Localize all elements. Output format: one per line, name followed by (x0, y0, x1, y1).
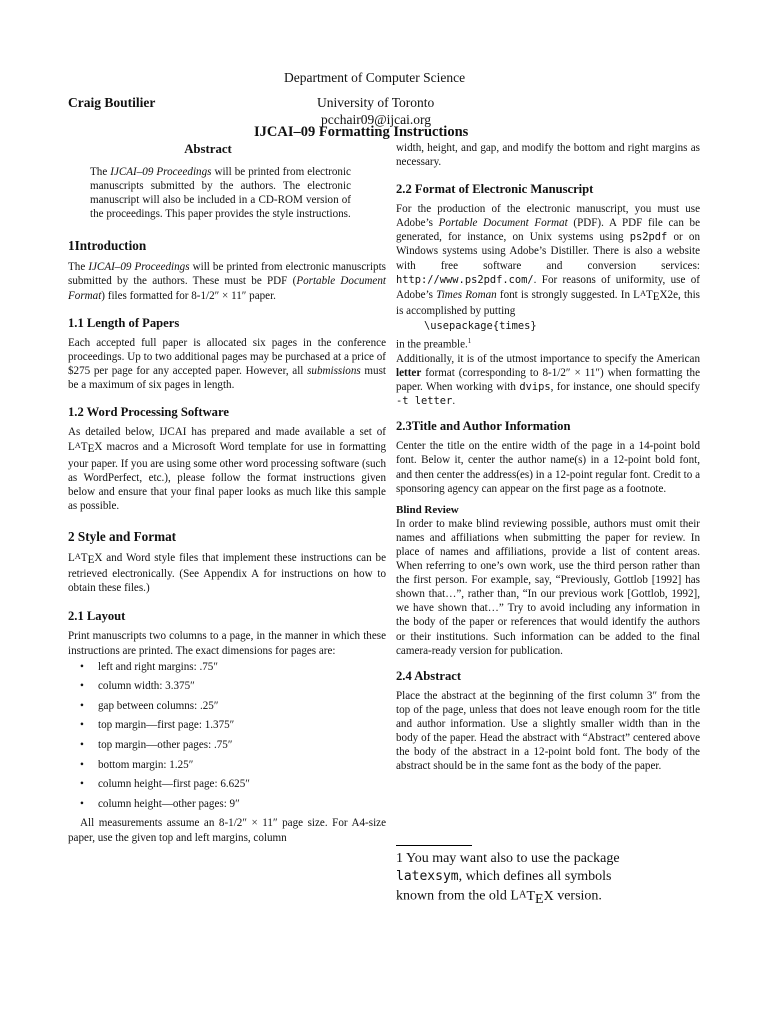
abstract-proceedings: IJCAI–09 Proceedings (110, 166, 212, 178)
latex-t: T (80, 441, 88, 454)
dvips-code: dvips (519, 381, 551, 394)
university-name: University of Toronto (317, 95, 435, 110)
list-item: • column width: 3.375″ (68, 677, 386, 697)
latexsym-code: latexsym (396, 869, 459, 884)
style-format-heading: 2 Style and Format (68, 528, 177, 544)
list-item: • column height—other pages: 9″ (68, 795, 386, 815)
intro-proceedings: IJCAI–09 Proceedings (88, 261, 190, 274)
list-item: • left and right margins: .75″ (68, 658, 386, 678)
intro-text-b: will be printed from electronic manuscripts submitted by the authors. These must be PDF ( (68, 261, 386, 288)
lf-text-a: Additionally, it is of the utmost importance to specify the American (396, 353, 700, 366)
ps2pdf-code: ps2pdf (629, 231, 668, 244)
electronic-manuscript-paragraph (396, 202, 700, 318)
em-text-f: 2e, this is accomplished by putting (396, 288, 701, 318)
layout-heading: 2.1 Layout (68, 609, 126, 624)
lf-letter: letter (396, 367, 422, 380)
latex-logo (68, 441, 103, 456)
latex-t: T (526, 888, 536, 904)
em-text-b: (PDF). A PDF file can be generated, for instance, on Unix systems using (396, 217, 701, 244)
latex-logo-4 (518, 888, 554, 907)
title-author-heading: 2.3Title and Author Information (396, 419, 571, 434)
usepackage-code: \usepackage{times} (424, 320, 537, 333)
latex-x: X (659, 288, 668, 301)
latex-t: T (80, 551, 88, 564)
em-text-a: For the production of the electronic manuscript, you must use Adobe’s (396, 203, 700, 230)
latex-l: L (68, 551, 75, 564)
list-item: • column height—first page: 6.625″ (68, 775, 386, 795)
latex-a: A (639, 288, 646, 298)
latex-a: A (74, 441, 81, 451)
word-processing-heading: 1.2 Word Processing Software (68, 405, 229, 420)
abstract-text (90, 165, 351, 221)
latex-t: T (645, 288, 653, 301)
latex-e: E (652, 291, 660, 304)
footnote-mark: 1 (467, 337, 472, 346)
latex-x: X (543, 888, 554, 904)
letter-format-paragraph (396, 352, 700, 408)
length-text-a: Each accepted full paper is allocated six pages in the conference proceedings. Up to two additional pages may be purchased at a price of $275 per page for any accepted paper. However, all (68, 336, 386, 377)
latex-x: X (94, 441, 103, 454)
dimension-list (68, 658, 386, 815)
list-item: • top margin—other pages: .75″ (68, 736, 386, 756)
abstract-text-a: The (90, 166, 111, 178)
right-column (396, 141, 700, 773)
author-email: pcchair09@ijcai.org (321, 112, 432, 127)
measurements-continued: width, height, and gap, and modify the bottom and right margins as necessary. (396, 142, 700, 169)
word-processing-paragraph (68, 425, 386, 513)
title-author-paragraph: Center the title on the entire width of the page in a 14-point bold font. Below it, center the author name(s) in a 12-point bold font, and then center the address(es) in a 12-point regular font. Credit to a sponsoring agency can appear on the first page as a footnote. (396, 440, 700, 495)
length-text-b: must be a maximum of six pages in length. (68, 364, 386, 391)
electronic-manuscript-heading: 2.2 Format of Electronic Manuscript (396, 182, 594, 197)
latex-x: X (94, 551, 103, 564)
latex-logo-2 (68, 551, 103, 567)
lf-text-d: . (452, 395, 456, 408)
abstract-section-paragraph: Place the abstract at the beginning of the first column 3″ from the top of the page, unless that does not leave enough room for the title and author information. Use a slightly smaller width than in the body of the paper. Head the abstract with “Abstract” centered above the body of the abstract in a 12-point bold font. The body of the abstract should be in the same font as the body of the paper. (396, 689, 700, 773)
t-letter-code: -t letter (396, 395, 453, 408)
latex-e: E (535, 891, 544, 907)
footnote-text-b: , which defines all symbols known from the old L (396, 869, 612, 904)
latex-e: E (87, 443, 95, 456)
footnote (396, 850, 646, 908)
footnote-rule (396, 845, 472, 846)
measurements-paragraph: All measurements assume an 8-1/2″ × 11″ page size. For A4-size paper, use the given top and left margins, column (68, 817, 386, 844)
ps2pdf-url: http://www.ps2pdf.com/ (396, 273, 534, 286)
footnote-text-a: You may want also to use the package (403, 851, 620, 866)
footnote-text-c: version. (553, 888, 602, 904)
preamble-line (396, 334, 700, 352)
blind-review-heading: Blind Review (396, 503, 459, 516)
length-heading: 1.1 Length of Papers (68, 315, 180, 330)
style-format-paragraph (68, 550, 386, 596)
wp-text-b: macros and a Microsoft Word template for use in formatting your paper. If you are using some other word processing software (such as WordPerfect, etc.), please follow the format instructions given below and ensure that your final paper looks as much like this sample as possible. (68, 441, 386, 512)
layout-paragraph: Print manuscripts two columns to a page, in the manner in which these instructions are printed. The exact dimensions for pages are: (68, 630, 386, 657)
intro-text-c: ) files formatted for 8-1/2″ × 11″ paper. (101, 289, 276, 302)
latex-a: A (518, 889, 527, 900)
wp-text-a: As detailed below, IJCAI has prepared and made available a set of (68, 426, 386, 439)
blind-review-paragraph: In order to make blind reviewing possible, authors must omit their names and affiliations when submitting the paper for review. In place of names and affiliations, provide a list of content areas. When referring to one’s own work, use the third person rather than the first person. For example, say, “Previously, Gottlob [1992] has shown that…”, rather than, “In our previous work [Gottlob, 1992], we have shown that…” Try to avoid including any information in the body of the paper or references that would identify the authors or their institutions. Such information can be added to the final camera-ready version for publication. (396, 517, 700, 657)
abstract-text-b: will be printed from electronic manuscripts submitted by the authors. The electronic manuscript will also be included in a CD-ROM version of the proceedings. This paper provides the style instructions. (90, 166, 351, 221)
lf-text-b: format (corresponding to 8-1/2″ × 11″) when formatting the paper. When working with (396, 367, 700, 394)
intro-pdf-name: Portable Document Format (68, 275, 386, 302)
list-item: • top margin—first page: 1.375″ (68, 716, 386, 736)
list-item: • bottom margin: 1.25″ (68, 756, 386, 776)
em-text-c: or on Windows systems using Adobe’s Distiller. There is also a website with free software and conversion services: (396, 231, 700, 272)
author-name: Craig Boutilier (68, 95, 156, 110)
latex-logo-3 (639, 288, 668, 304)
list-item: • gap between columns: .25″ (68, 697, 386, 717)
latex-l: L (68, 441, 75, 454)
style-format-text: and Word style files that implement these instructions can be retrieved electronically. (See Appendix A for instructions on how to obtain these files.) (68, 551, 386, 595)
latex-e: E (87, 554, 95, 567)
lf-text-c: , for instance, one should specify (550, 381, 700, 394)
length-submissions: submissions (307, 364, 361, 377)
abstract-section-heading: 2.4 Abstract (396, 668, 462, 683)
intro-paragraph (68, 260, 386, 302)
em-times-roman: Times Roman (436, 288, 497, 301)
length-paragraph (68, 336, 386, 392)
department-name: Department of Computer Science (284, 70, 466, 85)
intro-heading: 1Introduction (68, 238, 147, 254)
em-pdf-name: Portable Document Format (438, 217, 568, 230)
footnote-number: 1 (396, 851, 403, 866)
em-text-e: font is strongly suggested. In L (496, 288, 640, 301)
preamble-text: in the preamble. (396, 338, 468, 351)
em-text-d: . For reasons of uniformity, use of Adobe’s (396, 273, 700, 301)
paper-title: IJCAI–09 Formatting Instructions (254, 124, 469, 140)
intro-text-a: The (68, 261, 89, 274)
latex-a: A (74, 551, 81, 561)
left-column (68, 141, 386, 845)
abstract-heading: Abstract (184, 142, 232, 156)
